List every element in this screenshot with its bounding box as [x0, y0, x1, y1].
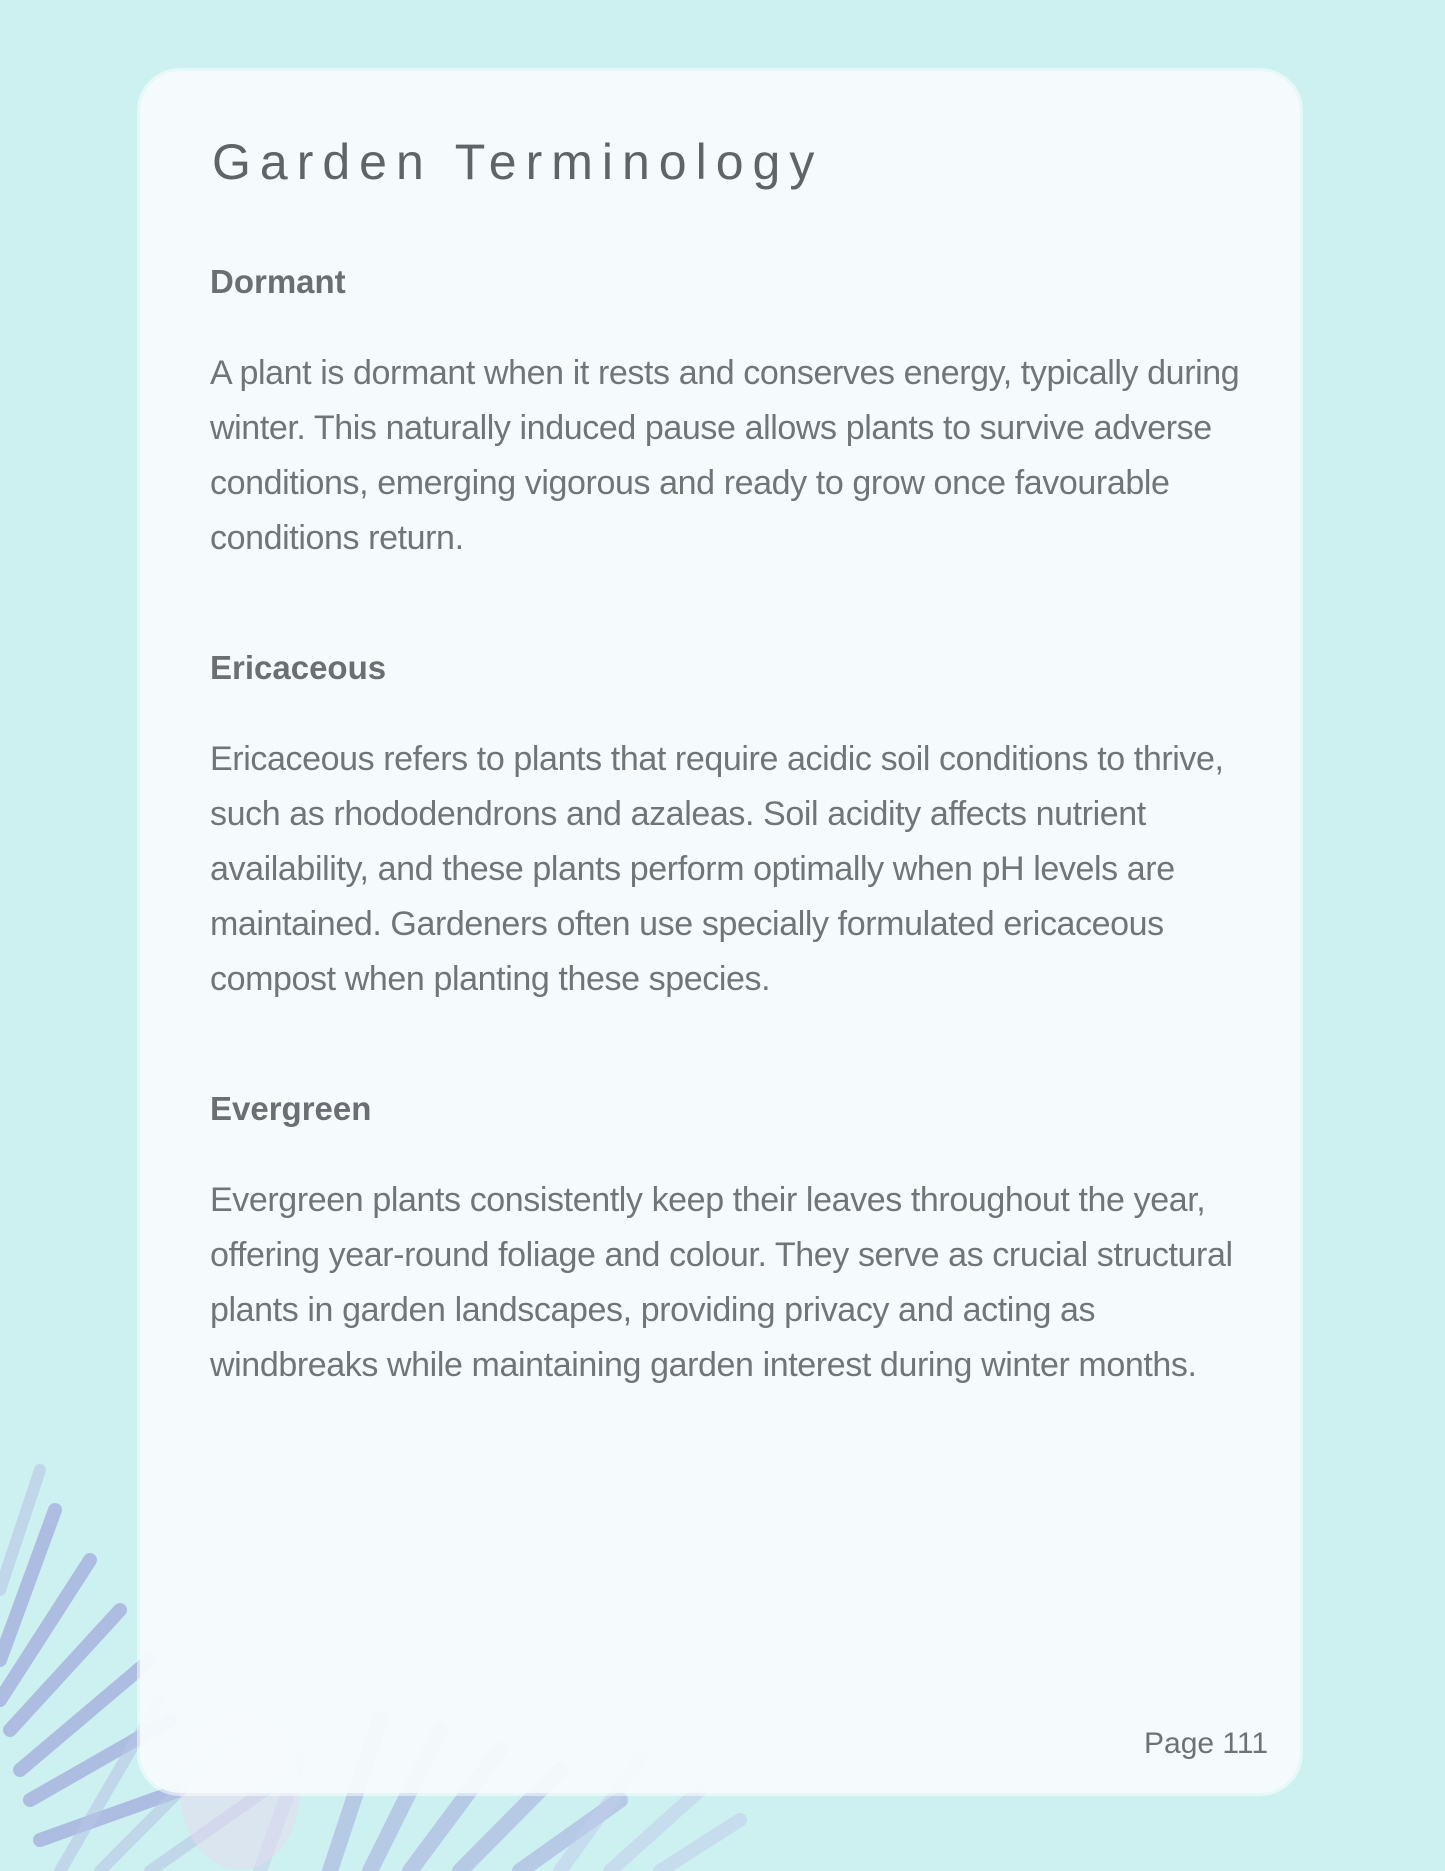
term-heading: Evergreen	[210, 1090, 372, 1127]
terminology-card	[140, 71, 1300, 1793]
term-heading: Ericaceous	[210, 649, 387, 686]
page-number: Page 111	[1144, 1727, 1268, 1760]
term-entry-evergreen	[210, 1063, 1260, 1393]
term-entry-dormant	[210, 236, 1260, 566]
term-heading: Dormant	[210, 263, 346, 300]
term-definition: A plant is dormant when it rests and conserves energy, typically during winter. This naturally induced pause allows plants to survive adverse conditions, emerging vigorous and ready to grow once favourable conditions return.	[210, 354, 1240, 557]
page-title: Garden Terminology	[212, 134, 824, 190]
term-entry-ericaceous	[210, 622, 1260, 1007]
term-definition: Evergreen plants consistently keep their leaves throughout the year, offering year-round foliage and colour. They serve as crucial structural plants in garden landscapes, providing privacy and acting as windbreaks while maintaining garden interest during winter months.	[210, 1181, 1233, 1384]
term-definition: Ericaceous refers to plants that require acidic soil conditions to thrive, such as rhododendrons and azaleas. Soil acidity affects nutrient availability, and these plants perform optimally when pH levels are maintained. Gardeners often use specially formulated ericaceous compost when planting these species.	[210, 740, 1224, 998]
terms-list	[210, 236, 1260, 1449]
